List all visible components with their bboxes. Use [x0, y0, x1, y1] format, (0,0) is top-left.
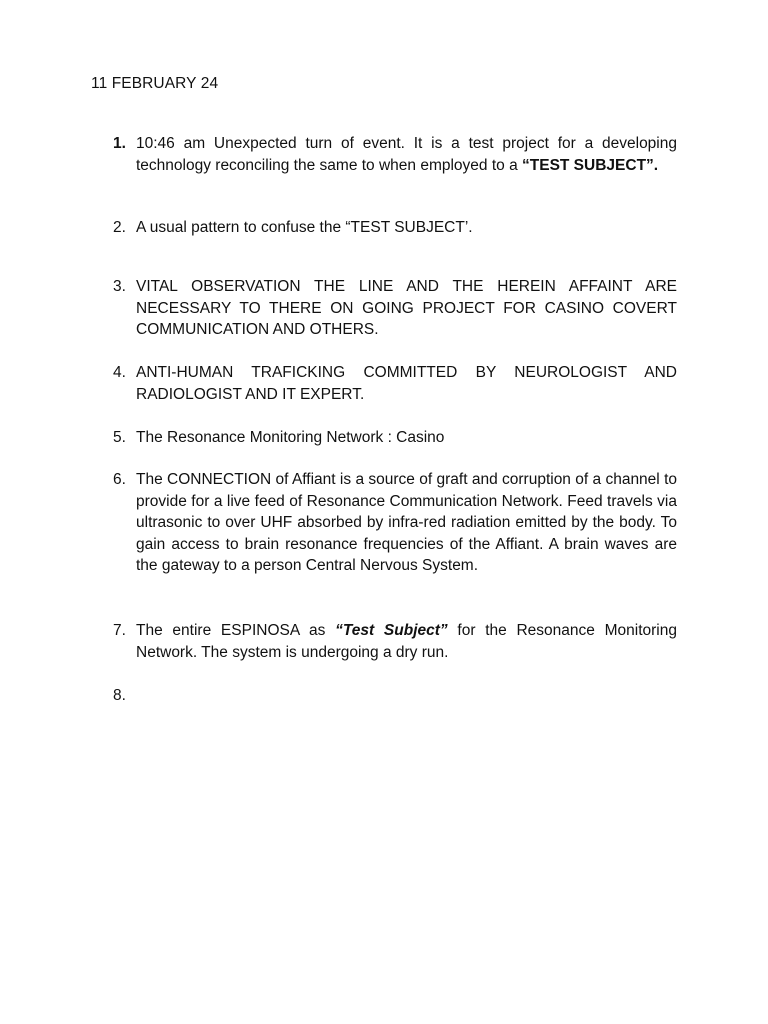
item-text: ANTI-HUMAN TRAFICKING COMMITTED BY NEUROLOGIST AND RADIOLOGIST AND IT EXPERT.: [136, 364, 677, 403]
item-text-emphasis: “Test Subject”: [335, 622, 448, 639]
list-item-2: [113, 217, 677, 239]
item-number: 6.: [113, 471, 126, 488]
item-text-after: for the Resonance Monitoring Network. The system is undergoing a dry run.: [136, 622, 677, 661]
item-text: The Resonance Monitoring Network : Casino: [136, 429, 445, 446]
list-item-6: [113, 469, 677, 577]
list-item-1: [113, 133, 677, 176]
item-text: A usual pattern to confuse the “TEST SUBJECT’.: [136, 219, 473, 236]
list-item-4: [113, 362, 677, 405]
item-number: 7.: [113, 622, 126, 639]
item-number: 8.: [113, 687, 126, 704]
item-text-before: The entire ESPINOSA as: [136, 622, 336, 639]
document-date: 11 FEBRUARY 24: [91, 75, 219, 92]
item-number: 4.: [113, 364, 126, 381]
item-text-main: 10:46 am Unexpected turn of event. It is a test project for a developing technology reconciling the same to when employed to a: [136, 135, 677, 174]
list-item-7: [113, 620, 677, 663]
item-number: 3.: [113, 278, 126, 295]
item-number: 2.: [113, 219, 126, 236]
item-text: The CONNECTION of Affiant is a source of graft and corruption of a channel to provide for a live feed of Resonance Communication Network. Feed travels via ultrasonic to over UHF absorbed by infra-red radiation emitted by the body. To gain access to brain resonance frequencies of the Affiant. A brain waves are the gateway to a person Central Nervous System.: [136, 471, 677, 574]
item-number: 1.: [113, 135, 126, 152]
item-text: [136, 133, 677, 176]
item-text-emphasis: “TEST SUBJECT”.: [522, 156, 659, 174]
list-item-3: [113, 276, 677, 341]
list-item-5: [113, 427, 677, 449]
item-number: 5.: [113, 429, 126, 446]
item-text: VITAL OBSERVATION THE LINE AND THE HEREIN AFFAINT ARE NECESSARY TO THERE ON GOING PROJECT FOR CASINO COVERT COMMUNICATION AND OTHERS.: [136, 278, 677, 338]
item-text: [136, 620, 677, 663]
